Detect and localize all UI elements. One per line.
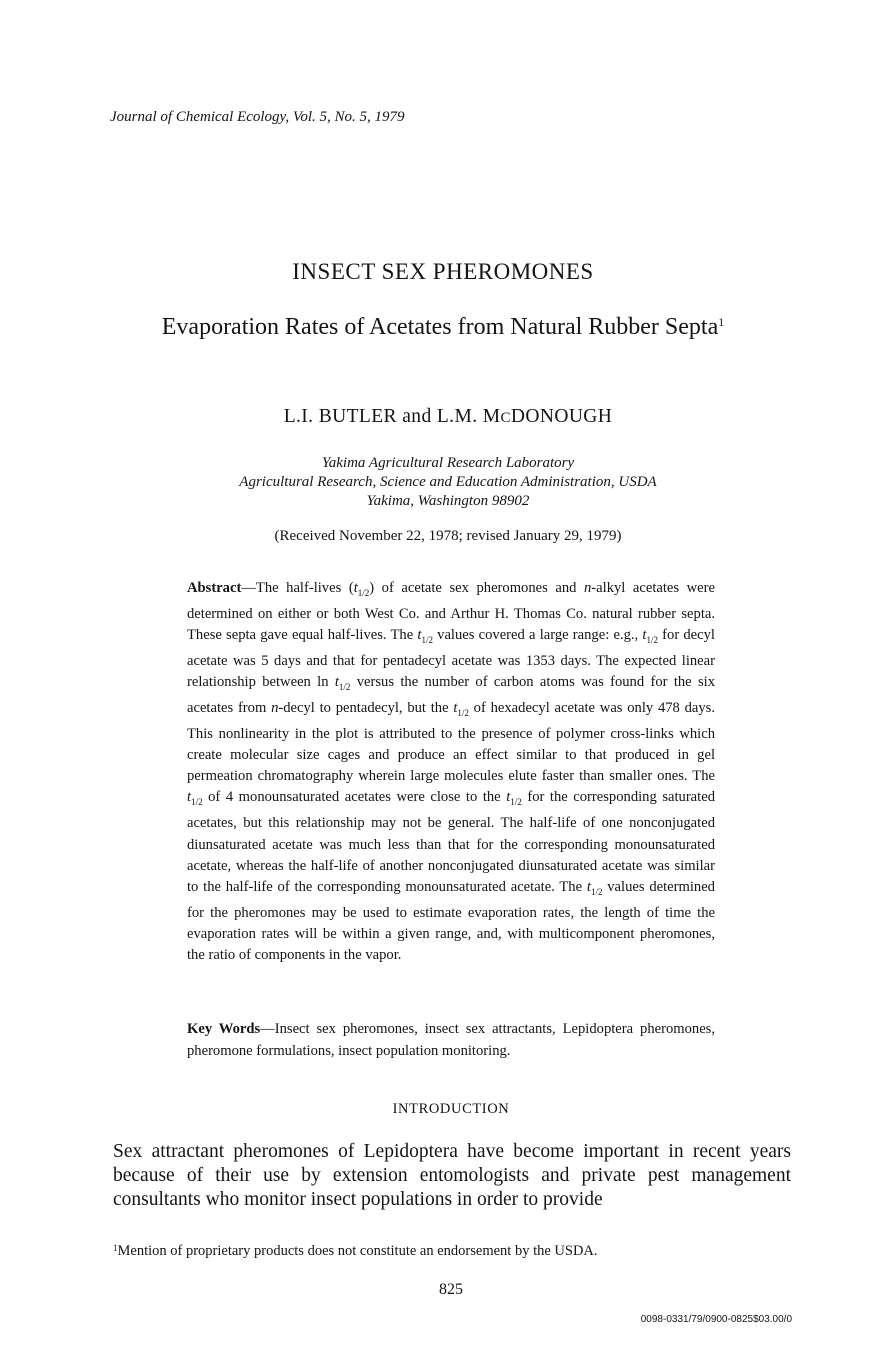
t-sub: 1/2 [357,587,370,598]
introduction-paragraph: Sex attractant pheromones of Lepidoptera have become important in recent years because of their use by extension entomologists and private pest management consultants who monitor insect populations in order to provide [113,1141,791,1210]
affiliation [0,454,886,511]
t-symbol: t [187,789,192,806]
t-half-symbol [453,700,469,719]
t-half-symbol [334,674,351,693]
t-symbol: t [506,789,511,806]
key-words [187,1019,715,1062]
paper-title: INSECT SEX PHEROMONES [292,259,594,284]
t-half-symbol [417,627,433,643]
authors-text-end: DONOUGH [510,406,613,427]
t-sub: 1/2 [590,886,603,897]
abstract-text: for decyl acetate was 5 days and that for pentadecyl acetate was 1353 days. The expected linear relationship between ln [187,627,715,691]
n-italic: n [271,700,279,717]
keywords-text: —Insect sex pheromones, insect sex attractants, Lepidoptera pheromones, pheromone formulations, insect population monitoring. [187,1021,715,1059]
affiliation-line: Agricultural Research, Science and Education Administration, USDA [239,474,657,490]
t-half-symbol [587,879,603,895]
page-number: 825 [439,1281,463,1298]
paper-subtitle [0,314,886,341]
t-symbol: t [642,627,647,644]
t-half-symbol [642,627,658,643]
abstract-text: versus the number of carbon atoms was found for the six acetates from [187,674,715,717]
authors-text: L.I. BUTLER and L.M. M [283,406,501,427]
subtitle-text: Evaporation Rates of Acetates from Natural Rubber Septa [161,314,719,340]
abstract-text: for the corresponding saturated acetates, but this relationship may not be general. The half-life of one nonconjugated diunsaturated acetate was much less than that for the corresponding monounsaturated acetate, whereas the half-life of another nonconjugated diunsaturated acetate was similar to the half-life of the corresponding monounsaturated acetate. The [187,789,715,895]
t-sub: 1/2 [338,682,351,693]
footnote-marker: 1 [718,315,725,329]
abstract-text: values determined for the pheromones may be used to estimate evaporation rates, the length of time the evaporation rates will be within a given range, and, with multicomponent pheromones, the ratio of components in the vapor. [187,878,715,963]
t-symbol: t [453,700,458,717]
journal-citation: Journal of Chemical Ecology, Vol. 5, No. 5, 1979 [110,109,405,125]
section-heading-introduction: INTRODUCTION [392,1101,510,1117]
abstract-text: of hexadecyl acetate was only 478 days. This nonlinearity in the plot is attributed to the presence of polymer cross-links which create molecular size cages and produce an effect similar to that produced in gel permeation chromatography wherein large molecules elute faster than smaller ones. The [187,700,716,785]
abstract-text: -alkyl acetates were determined on either or both West Co. and Arthur H. Thomas Co. natural rubber septa. These septa gave equal half-lives. The [187,580,715,644]
t-half-symbol [354,580,370,596]
received-dates: (Received November 22, 1978; revised January 29, 1979) [274,528,622,544]
abstract-text: values covered a large range: e.g., [432,627,643,644]
affiliation-line: Yakima Agricultural Research Laboratory [321,455,575,471]
t-symbol: t [353,580,358,596]
document-code: 0098-0331/79/0900-0825$03.00/0 [640,1314,792,1325]
footnote-mark: 1 [113,1243,118,1253]
abstract [187,578,715,966]
t-half-symbol [506,789,522,808]
t-symbol: t [586,878,591,895]
footnote [113,1243,813,1260]
t-symbol: t [334,674,339,691]
abstract-text: ) of acetate sex pheromones and [369,580,584,596]
authors [0,406,886,428]
abstract-text: of 4 monounsaturated acetates were close to the [202,789,507,806]
t-sub: 1/2 [646,635,658,645]
t-sub: 1/2 [191,797,203,808]
authors-smallcap: C [500,410,511,426]
t-symbol: t [417,627,422,644]
footnote-text: Mention of proprietary products does not constitute an endorsement by the USDA. [117,1243,598,1259]
n-italic: n [584,580,592,596]
abstract-text: —The half-lives ( [241,580,354,596]
abstract-text: -decyl to pentadecyl, but the [278,700,454,717]
abstract-label: Abstract [187,580,242,596]
t-sub: 1/2 [457,708,469,719]
t-sub: 1/2 [510,797,522,808]
affiliation-line: Yakima, Washington 98902 [366,493,530,509]
t-half-symbol [187,789,203,808]
keywords-label: Key Words [187,1021,261,1037]
t-sub: 1/2 [421,635,433,645]
